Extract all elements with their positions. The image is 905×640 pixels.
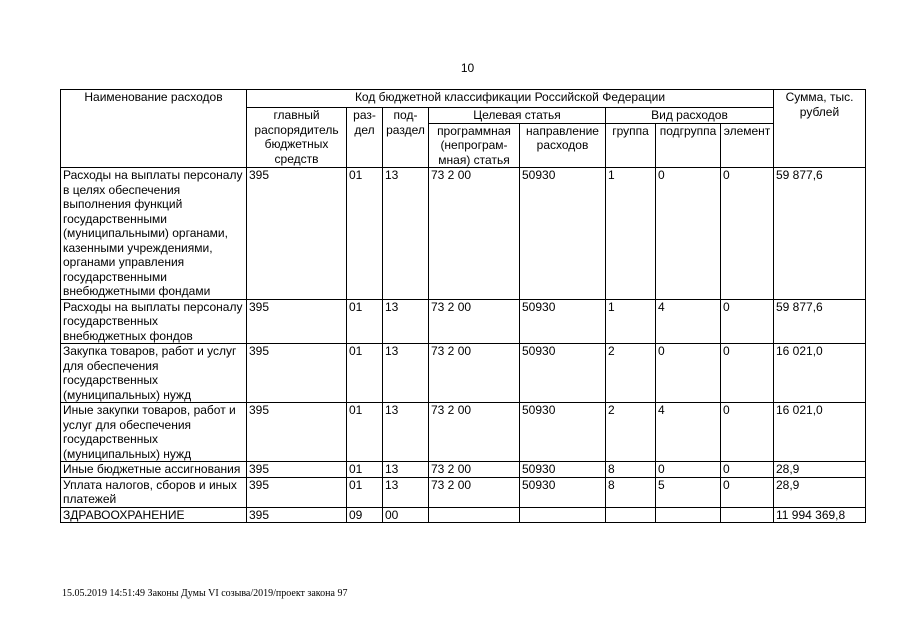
- row-program: 73 2 00: [429, 299, 520, 344]
- row-direction: 50930: [520, 403, 606, 462]
- row-section: 01: [347, 344, 383, 403]
- row-subsection: 13: [383, 344, 429, 403]
- row-name: Уплата налогов, сборов и иных платежей: [61, 477, 247, 507]
- row-group: 1: [606, 168, 656, 300]
- row-manager: 395: [247, 299, 347, 344]
- header-code-group: Код бюджетной классификации Российской Федерации: [247, 90, 774, 108]
- row-name: Иные бюджетные ассигнования: [61, 462, 247, 478]
- header-main-manager: главный распорядитель бюджетных средств: [247, 108, 347, 168]
- row-manager: 395: [247, 462, 347, 478]
- row-subgroup: 0: [656, 344, 721, 403]
- row-section: 01: [347, 462, 383, 478]
- row-subgroup: [656, 507, 721, 523]
- row-direction: 50930: [520, 462, 606, 478]
- row-program: 73 2 00: [429, 462, 520, 478]
- header-element: элемент: [721, 123, 774, 168]
- row-group: 8: [606, 462, 656, 478]
- row-group: [606, 507, 656, 523]
- row-subgroup: 4: [656, 299, 721, 344]
- row-element: 0: [721, 403, 774, 462]
- row-program: 73 2 00: [429, 477, 520, 507]
- row-subgroup: 0: [656, 168, 721, 300]
- row-manager: 395: [247, 477, 347, 507]
- row-name: ЗДРАВООХРАНЕНИЕ: [61, 507, 247, 523]
- page-number: 10: [460, 61, 475, 75]
- row-subsection: 13: [383, 299, 429, 344]
- row-subgroup: 0: [656, 462, 721, 478]
- row-manager: 395: [247, 344, 347, 403]
- row-group: 8: [606, 477, 656, 507]
- row-section: 01: [347, 403, 383, 462]
- row-amount: 28,9: [774, 477, 866, 507]
- row-name: Закупка товаров, работ и услуг для обеспечения государственных (муниципальных) нужд: [61, 344, 247, 403]
- row-program: [429, 507, 520, 523]
- table-row: [61, 168, 866, 300]
- row-element: 0: [721, 299, 774, 344]
- row-program: 73 2 00: [429, 344, 520, 403]
- header-name: Наименование расходов: [61, 90, 247, 168]
- header-subgroup: подгруппа: [656, 123, 721, 168]
- row-section: 09: [347, 507, 383, 523]
- row-group: 1: [606, 299, 656, 344]
- row-amount: 59 877,6: [774, 168, 866, 300]
- row-amount: 11 994 369,8: [774, 507, 866, 523]
- row-direction: 50930: [520, 344, 606, 403]
- row-group: 2: [606, 403, 656, 462]
- row-subsection: 13: [383, 403, 429, 462]
- row-element: 0: [721, 462, 774, 478]
- header-group: группа: [606, 123, 656, 168]
- row-manager: 395: [247, 403, 347, 462]
- row-subgroup: 4: [656, 403, 721, 462]
- row-group: 2: [606, 344, 656, 403]
- row-element: 0: [721, 477, 774, 507]
- row-subsection: 13: [383, 462, 429, 478]
- row-subgroup: 5: [656, 477, 721, 507]
- row-direction: 50930: [520, 299, 606, 344]
- row-section: 01: [347, 477, 383, 507]
- header-target-article: Целевая статья: [429, 108, 606, 124]
- header-amount: Сумма, тыс. рублей: [774, 90, 866, 168]
- row-manager: 395: [247, 507, 347, 523]
- document-footer: 15.05.2019 14:51:49 Законы Думы VI созыва/2019/проект закона 97: [62, 588, 348, 599]
- row-direction: 50930: [520, 168, 606, 300]
- row-direction: [520, 507, 606, 523]
- table-row: [61, 462, 866, 478]
- row-name: Иные закупки товаров, работ и услуг для обеспечения государственных (муниципальных) нужд: [61, 403, 247, 462]
- budget-table: [60, 89, 866, 523]
- header-subsection: под-раздел: [383, 108, 429, 168]
- row-subsection: 13: [383, 477, 429, 507]
- row-amount: 16 021,0: [774, 344, 866, 403]
- table-row: [61, 477, 866, 507]
- row-direction: 50930: [520, 477, 606, 507]
- row-subsection: 00: [383, 507, 429, 523]
- table-row: [61, 403, 866, 462]
- table-row: [61, 299, 866, 344]
- row-name: Расходы на выплаты персоналу государственных внебюджетных фондов: [61, 299, 247, 344]
- row-program: 73 2 00: [429, 403, 520, 462]
- row-manager: 395: [247, 168, 347, 300]
- row-amount: 16 021,0: [774, 403, 866, 462]
- row-element: [721, 507, 774, 523]
- table-row: [61, 507, 866, 523]
- table-row: [61, 344, 866, 403]
- row-subsection: 13: [383, 168, 429, 300]
- row-amount: 28,9: [774, 462, 866, 478]
- header-direction: направление расходов: [520, 123, 606, 168]
- row-amount: 59 877,6: [774, 299, 866, 344]
- header-section: раз-дел: [347, 108, 383, 168]
- row-section: 01: [347, 299, 383, 344]
- row-name: Расходы на выплаты персоналу в целях обеспечения выполнения функций государственными (муниципальными) органами, казенными учреждениями, органами управления государственными внебюджетными фондами: [61, 168, 247, 300]
- row-element: 0: [721, 168, 774, 300]
- row-section: 01: [347, 168, 383, 300]
- row-element: 0: [721, 344, 774, 403]
- header-program-article: программная (непрограм-мная) статья: [429, 123, 520, 168]
- header-expense-type: Вид расходов: [606, 108, 774, 124]
- row-program: 73 2 00: [429, 168, 520, 300]
